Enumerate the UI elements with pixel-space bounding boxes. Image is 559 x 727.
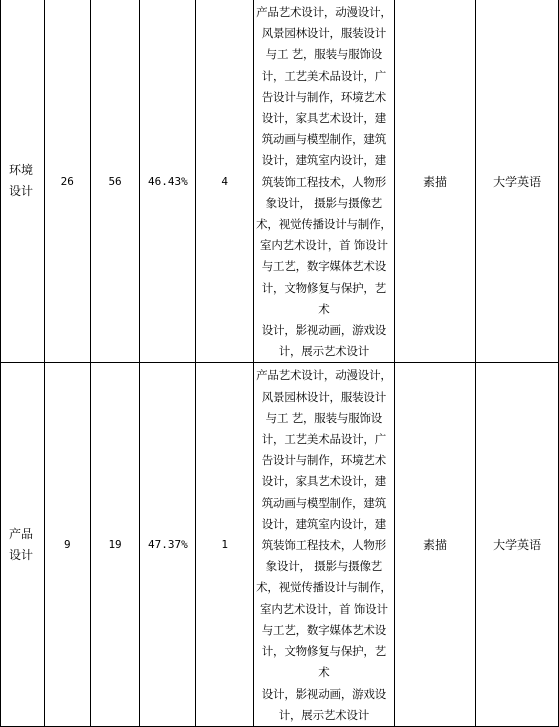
majors-line: 筑动画与模型制作，建筑 (261, 495, 387, 510)
table-row (1, 363, 559, 726)
eligible-majors-cell (254, 0, 395, 363)
exam-subject-2-cell: 大学英语 (476, 363, 559, 726)
count-cell-2: 19 (90, 363, 140, 726)
majors-line: 设计，家具艺术设计，建 (261, 474, 387, 489)
majors-line: 术，视觉传播设计与制作， (256, 217, 392, 232)
major-name-line2: 设计 (9, 184, 34, 199)
majors-line: 风景园林设计，服装设计 (261, 389, 387, 404)
majors-line: 计，文物修复与保护，艺 (261, 280, 387, 295)
majors-line: 筑装饰工程技术，人物形 (261, 538, 387, 553)
majors-line: 计，工艺美术品设计，广 (261, 432, 387, 447)
eligible-majors-cell (254, 363, 395, 726)
majors-line: 产品艺术设计，动漫设计， (256, 5, 392, 19)
major-name-line1: 环境 (9, 163, 34, 178)
majors-line: 术 (318, 665, 330, 680)
majors-line: 告设计与制作，环境艺术 (261, 89, 387, 104)
majors-line: 术 (318, 301, 330, 316)
majors-line: 与工 艺，服装与服饰设 (265, 410, 383, 425)
count-cell-3: 1 (196, 363, 254, 726)
majors-line: 告设计与制作，环境艺术 (261, 453, 387, 468)
majors-line: 计，展示艺术设计 (278, 344, 370, 359)
ratio-cell: 47.37% (140, 363, 196, 726)
majors-line: 象设计， 摄影与摄像艺 (265, 195, 383, 210)
majors-line: 计，展示艺术设计 (278, 707, 370, 722)
count-cell-3: 4 (196, 0, 254, 363)
majors-line: 与工艺，数字媒体艺术设 (261, 259, 387, 274)
majors-line: 计，文物修复与保护，艺 (261, 644, 387, 659)
majors-line: 风景园林设计，服装设计 (261, 26, 387, 41)
count-cell-1: 9 (44, 363, 90, 726)
major-name-line1: 产品 (9, 526, 34, 541)
major-name-cell (1, 363, 45, 726)
majors-line: 与工 艺，服装与服饰设 (265, 47, 383, 62)
count-cell-2: 56 (90, 0, 140, 363)
majors-line: 计，工艺美术品设计，广 (261, 68, 387, 83)
majors-line: 设计，建筑室内设计，建 (261, 516, 387, 531)
exam-subject-1-cell: 素描 (394, 363, 476, 726)
majors-line: 室内艺术设计，首 饰设计 (260, 238, 388, 253)
count-cell-1: 26 (44, 0, 90, 363)
majors-line: 产品艺术设计，动漫设计， (256, 368, 392, 383)
majors-list (256, 0, 392, 362)
exam-subject-1-cell: 素描 (394, 0, 476, 363)
major-name-line2: 设计 (9, 547, 34, 562)
majors-line: 筑装饰工程技术，人物形 (261, 174, 387, 189)
majors-line: 设计，建筑室内设计，建 (261, 153, 387, 168)
majors-line: 象设计， 摄影与摄像艺 (265, 559, 383, 574)
majors-line: 设计，家具艺术设计，建 (261, 111, 387, 126)
table-row (1, 0, 559, 363)
majors-list (256, 363, 392, 725)
exam-subject-2-cell: 大学英语 (476, 0, 559, 363)
majors-line: 术，视觉传播设计与制作， (256, 580, 392, 595)
majors-line: 室内艺术设计，首 饰设计 (260, 601, 388, 616)
major-name-cell (1, 0, 45, 363)
majors-line: 与工艺，数字媒体艺术设 (261, 622, 387, 637)
majors-line: 设计，影视动画，游戏设 (261, 686, 387, 701)
majors-line: 设计，影视动画，游戏设 (261, 323, 387, 338)
ratio-cell: 46.43% (140, 0, 196, 363)
majors-line: 筑动画与模型制作，建筑 (261, 132, 387, 147)
